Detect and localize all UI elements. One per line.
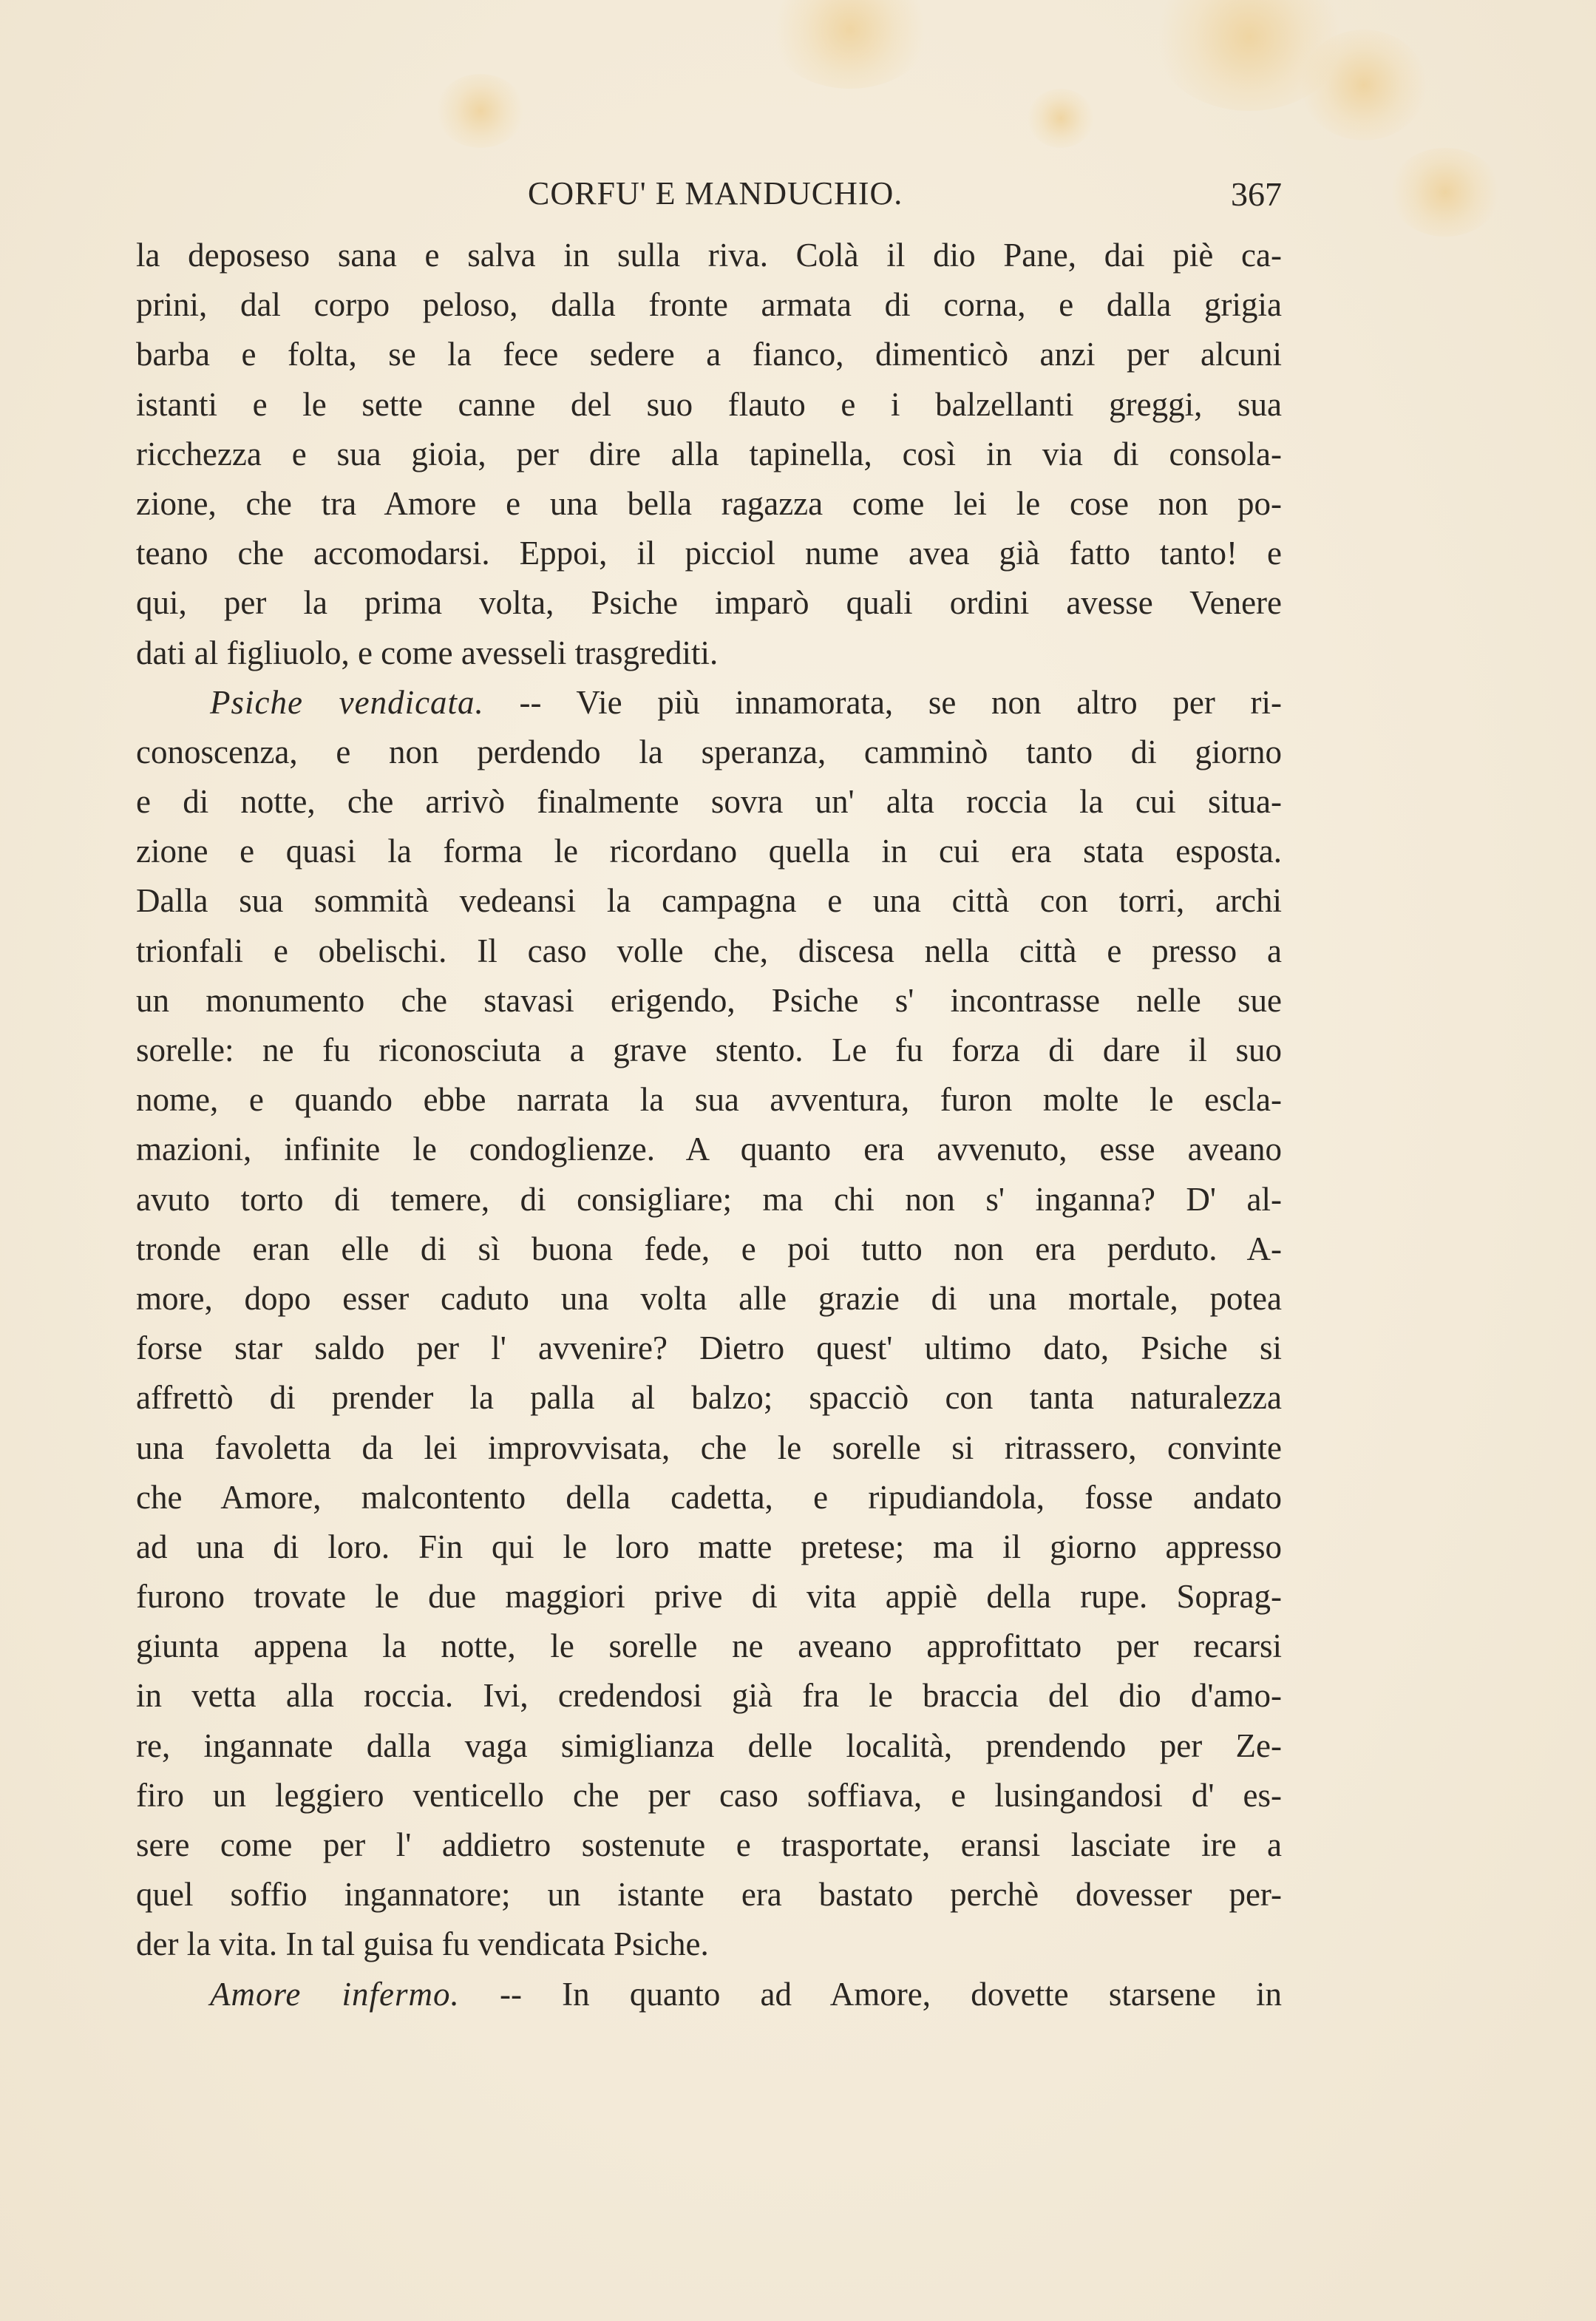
text-line: more, dopo esser caduto una volta alle grazie di una mortale, potea	[136, 1279, 1282, 1317]
text-line: istanti e le sette canne del suo flauto e i balzellanti greggi, sua	[136, 385, 1282, 423]
text-line: der la vita. In tal guisa fu vendicata Psiche.	[136, 1925, 709, 1963]
section-lead-text: -- Vie più innamorata, se non altro per ri-	[483, 683, 1282, 721]
running-title: CORFU' E MANDUCHIO.	[528, 175, 903, 211]
text-line: barba e folta, se la fece sedere a fianco, dimenticò anzi per alcuni	[136, 336, 1282, 373]
text-line: ad una di loro. Fin qui le loro matte pretese; ma il giorno appresso	[136, 1528, 1282, 1565]
text-line: dati al figliuolo, e come avesseli trasgrediti.	[136, 634, 719, 671]
text-line: Dalla sua sommità vedeansi la campagna e una città con torri, archi	[136, 882, 1282, 920]
text-line: conoscenza, e non perdendo la speranza, camminò tanto di giorno	[136, 733, 1282, 770]
page-number: 367	[1231, 175, 1282, 213]
text-line: forse star saldo per l' avvenire? Dietro quest' ultimo dato, Psiche si	[136, 1329, 1282, 1367]
body-text	[136, 231, 1282, 2019]
text-line: trionfali e obelischi. Il caso volle che, discesa nella città e presso a	[136, 932, 1282, 969]
text-line: sorelle: ne fu riconosciuta a grave stento. Le fu forza di dare il suo	[136, 1031, 1282, 1068]
foxing-stain	[1301, 30, 1427, 140]
text-line: affrettò di prender la palla al balzo; spacciò con tanta naturalezza	[136, 1379, 1282, 1417]
text-line: furono trovate le due maggiori prive di vita appiè della rupe. Soprag-	[136, 1578, 1282, 1616]
text-line: prini, dal corpo peloso, dalla fronte armata di corna, e dalla grigia	[136, 286, 1282, 324]
section-heading: Psiche vendicata.	[210, 683, 484, 721]
text-line: giunta appena la notte, le sorelle ne aveano approfittato per recarsi	[136, 1627, 1282, 1665]
section-lead-text: -- In quanto ad Amore, dovette starsene in	[459, 1975, 1282, 2013]
text-line: mazioni, infinite le condoglienze. A quanto era avvenuto, esse aveano	[136, 1131, 1282, 1168]
foxing-stain	[436, 74, 525, 148]
text-line: zione e quasi la forma le ricordano quella in cui era stata esposta.	[136, 833, 1282, 870]
text-line: zione, che tra Amore e una bella ragazza come lei le cose non po-	[136, 484, 1282, 522]
text-line: in vetta alla roccia. Ivi, credendosi già fra le braccia del dio d'amo-	[136, 1677, 1282, 1715]
foxing-stain	[1390, 148, 1501, 237]
text-line: quel soffio ingannatore; un istante era bastato perchè dovesser per-	[136, 1876, 1282, 1914]
text-line: sere come per l' addietro sostenute e trasportate, eransi lasciate ire a	[136, 1826, 1282, 1863]
section-heading: Amore infermo.	[210, 1975, 460, 2013]
text-line: qui, per la prima volta, Psiche imparò quali ordini avesse Venere	[136, 584, 1282, 622]
section-psiche-vendicata	[136, 678, 1282, 728]
text-line: re, ingannate dalla vaga simiglianza delle località, prendendo per Ze-	[136, 1727, 1282, 1764]
text-line: e di notte, che arrivò finalmente sovra un' alta roccia la cui situa-	[136, 783, 1282, 821]
text-line: avuto torto di temere, di consigliare; ma chi non s' inganna? D' al-	[136, 1180, 1282, 1218]
foxing-stain	[1028, 89, 1094, 148]
running-head	[136, 175, 1282, 226]
text-line: tronde eran elle di sì buona fede, e poi tutto non era perduto. A-	[136, 1230, 1282, 1267]
text-line: teano che accomodarsi. Eppoi, il picciol nume avea già fatto tanto! e	[136, 535, 1282, 572]
text-line: firo un leggiero venticello che per caso soffiava, e lusingandosi d' es-	[136, 1776, 1282, 1814]
text-line: la deposeso sana e salva in sulla riva. Colà il dio Pane, dai piè ca-	[136, 237, 1282, 274]
section-amore-infermo	[136, 1970, 1282, 2019]
text-line: che Amore, malcontento della cadetta, e ripudiandola, fosse andato	[136, 1478, 1282, 1516]
text-line: nome, e quando ebbe narrata la sua avventura, furon molte le escla-	[136, 1081, 1282, 1119]
text-line: un monumento che stavasi erigendo, Psiche s' incontrasse nelle sue	[136, 981, 1282, 1019]
text-line: ricchezza e sua gioia, per dire alla tapinella, così in via di consola-	[136, 435, 1282, 472]
text-line: una favoletta da lei improvvisata, che le sorelle si ritrassero, convinte	[136, 1429, 1282, 1466]
